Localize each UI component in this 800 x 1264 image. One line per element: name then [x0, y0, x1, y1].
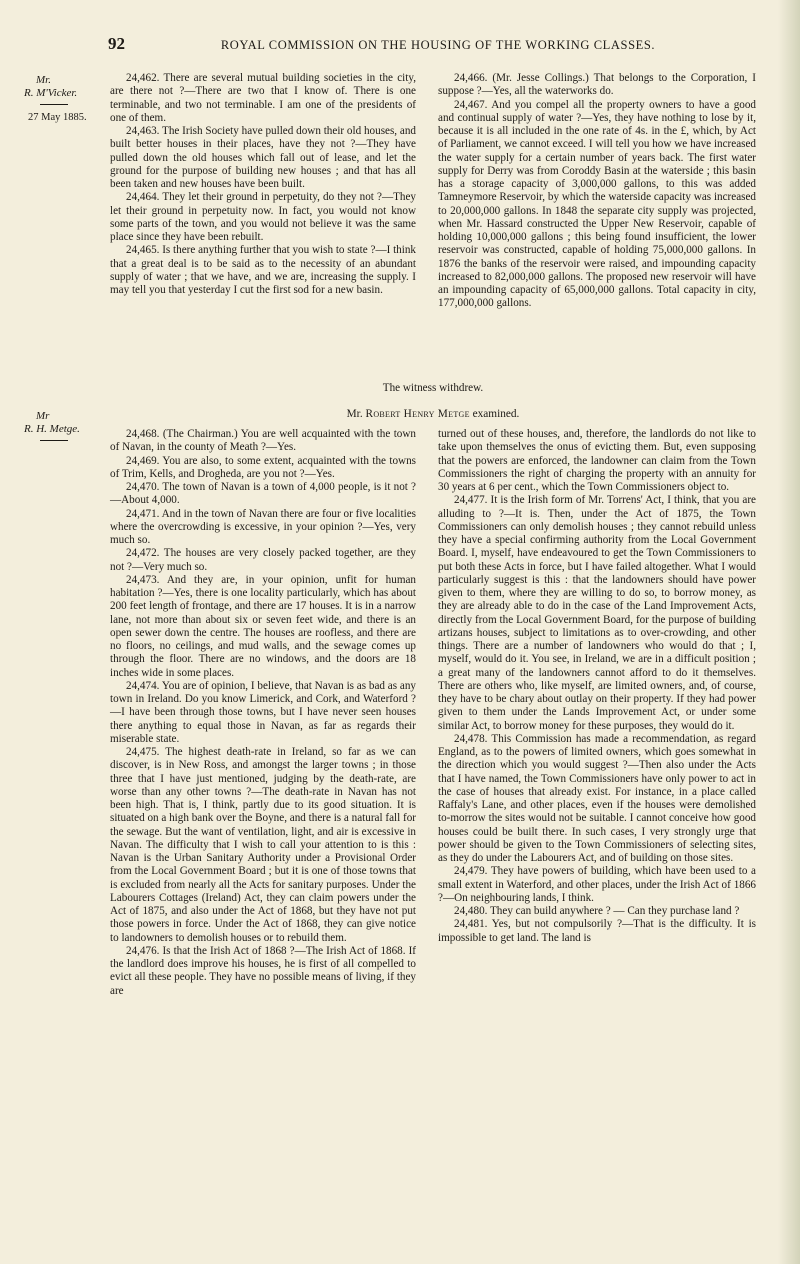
- running-title: ROYAL COMMISSION ON THE HOUSING OF THE WORKING CLASSES.: [220, 38, 656, 52]
- section-a-right-column: [438, 72, 756, 311]
- paragraph: 24,463. The Irish Society have pulled down their old houses, and built better houses in their places, have they not ?—They have pulled down the old houses which fall out of lease, and let the ground for the purpose of building new houses ; and that has all been taken and new houses have been built.: [110, 125, 416, 190]
- paragraph: 24,473. And they are, in your opinion, unfit for human habitation ?—Yes, there is one locality particularly, which has about 200 feet length of frontage, and there are 17 houses. It is in a narrow lane, not more than about six or seven feet wide, and there is an open sewer down the centre. The houses are roofless, and there are no floors, no ceilings, and mud walls, and the sewage comes up through the floor. There are no windows, and the doors are 18 inches wide in some places.: [110, 573, 416, 679]
- page-number: 92: [108, 34, 125, 53]
- margin-witness-2-title: Mr: [36, 410, 50, 422]
- paragraph: 24,475. The highest death-rate in Ireland, so far as we can discover, is in New Ross, and amongst the larger towns ; in those three that I have just mentioned, judging by the death-rate, are worse than any other towns ?—The death-rate in Navan has not been high. That is, I think, partly due to its good situation. It is situated on a high bank over the Boyne, and there is a natural fall for the sewage. But the want of ventilation, light, and air is excessive in Navan. The difficulty that I wish to call your attention to is this : Navan is the Urban Sanitary Authority under a Provisional Order from the Local Government Board ; but it is one of those towns that is excluded from nearly all the Acts for sanitary purposes. Under the Labourers Cottages (Ireland) Act, they can claim powers under the Act of 1875, and also under the Act of 1868, but they have not put those powers in force. Under the Act of 1868, they can give notice to landowners to demolish houses or to rebuild them.: [110, 746, 416, 944]
- paragraph: 24,462. There are several mutual building societies in the city, are there not ?—There are two that I know of. There is one terminable, and two not terminable. I am one of the presidents of one of them.: [110, 72, 416, 124]
- margin-date: 27 May 1885.: [28, 112, 87, 123]
- paragraph: 24,464. They let their ground in perpetuity, do they not ?—They let their ground in perpetuity now. In fact, you would not know some parts of the town, and you would not believe it was the same place since they have been rebuilt.: [110, 191, 416, 243]
- paragraph: 24,477. It is the Irish form of Mr. Torrens' Act, I think, that you are alluding to ?—It is. Then, under the Act of 1875, the Town Commissioners can only demolish houses ; they cannot rebuild unless they have a special confirming authority from the Local Government Board. I, myself, have endeavoured to get the Town Commissioners to put both these Acts in force, but I have failed altogether. What I would particularly suggest is this : that the landowners should have power given to them, where they are willing to do so, to borrow money, as they are already able to do in the case of the Land Improvement Acts, directly from the Local Government Board, for the purpose of building artizans houses, subject to limitations as to over-crowding, and other things. There are a number of landowners who would do that ; I, myself, would do it. You see, in Ireland, we are in a difficult position ; a great many of the landowners cannot afford to do it themselves. There are others who, like myself, are limited owners, and, of course, they have to be chary about outlay on their property. If they had power given to them under the Lands Improvement Act, or under some similar Act, to borrow money for these purposes, they would do it.: [438, 494, 756, 732]
- paragraph: 24,467. And you compel all the property owners to have a good and continual supply of water ?—Yes, they have nothing to lose by it, because it is all included in the one rate of 4s. in the £, which, by Act of Parliament, we cannot exceed. I will tell you how we have increased the water supply for a certain number of years back. The first water supply for Derry was from Coroddy Basin at the waterside ; this basin has a storage capacity of 3,000,000 gallons, to this was added Tamneymore Reservoir, by which the waterside capacity was increased to 20,000,000 gallons. In 1848 the separate city supply was projected, when Mr. Hassard constructed the Upper New Reservoir, capable of holding 10,000,000 gallons ; this being found insufficient, the lower reservoir was constructed, capable of holding 75,000,000 gallons. In 1876 the banks of the reservoir were raised, and impounding capacity increased to 82,000,000 gallons. The proposed new reservoir will have an impounding capacity of 65,000,000 gallons. Total capacity in city, 177,000,000 gallons.: [438, 98, 756, 310]
- margin-rule: [40, 440, 68, 441]
- paragraph: 24,479. They have powers of building, which have been used to a small extent in Waterford, and other places, under the Irish Act of 1866 ?—On neighbouring lands, I think.: [438, 865, 756, 904]
- paragraph: 24,470. The town of Navan is a town of 4,000 people, is it not ?—About 4,000.: [110, 481, 416, 507]
- paragraph: 24,466. (Mr. Jesse Collings.) That belongs to the Corporation, I suppose ?—Yes, all the waterworks do.: [438, 72, 756, 98]
- paragraph: 24,465. Is there anything further that you wish to state ?—I think that a great deal is to be said as to the necessity of an abundant supply of water ; that we have, and we are, increasing the supply. I may tell you that yesterday I cut the first sod for a new basin.: [110, 244, 416, 296]
- paragraph: 24,481. Yes, but not compulsorily ?—That is the difficulty. It is impossible to get land. The land is: [438, 918, 756, 944]
- paragraph: 24,480. They can build anywhere ? — Can they purchase land ?: [454, 905, 740, 917]
- witness-withdrew-line: The witness withdrew.: [382, 382, 484, 394]
- examined-prefix: Mr.: [346, 408, 366, 420]
- section-a-left-column: [110, 72, 416, 297]
- margin-witness-1-title: Mr.: [36, 74, 51, 86]
- margin-rule: [40, 104, 68, 105]
- section-b-right-column: [438, 428, 756, 945]
- page-edge-shadow: [778, 0, 800, 1264]
- paragraph: 24,472. The houses are very closely packed together, are they not ?—Very much so.: [110, 547, 416, 573]
- paragraph: 24,469. You are also, to some extent, acquainted with the towns of Trim, Kells, and Drogheda, are you not ?—Yes.: [110, 454, 416, 480]
- margin-witness-1-name: R. M'Vicker.: [24, 87, 78, 99]
- paragraph-continuation: turned out of these houses, and, therefore, the landlords do not like to take upon themselves the onus of evicting them. But, even supposing that the powers are enforced, the landowner can claim from the Town Commissioners the right of charging the property with an annuity for 30 years at 6 per cent., which the Town Commissioners object to.: [438, 428, 756, 493]
- page-header: [108, 34, 768, 54]
- witness-examined-heading: [110, 408, 756, 420]
- margin-witness-2-name: R. H. Metge.: [24, 423, 80, 435]
- section-b-left-column: [110, 428, 416, 998]
- paragraph: 24,478. This Commission has made a recommendation, as regard England, as to the powers of limited owners, which goes somewhat in the direction which you would suggest ?—Then also under the Acts that I have named, the Town Commissioners have only power to act in the case of houses that already exist. For instance, in a place called Raffaly's Lane, and other places, even if the houses were demolished to-morrow the sites would not be suitable. I cannot conceive how good houses could be built there. In such cases, I very strongly urge that power should be given to the Town Commissioners of selecting sites, as they do under the Labourers Act, and of building on those sites.: [438, 732, 756, 864]
- examined-suffix: examined.: [469, 408, 520, 420]
- witness-name: Robert Henry Metge: [365, 408, 470, 420]
- paragraph: 24,471. And in the town of Navan there are four or five localities where the overcrowding is excessive, in your opinion ?—Yes, very much so.: [110, 507, 416, 546]
- paragraph: 24,474. You are of opinion, I believe, that Navan is as bad as any town in Ireland. Do you know Limerick, and Cork, and Waterford ?—I have been through those towns, but I have never seen houses there anything to equal those in Navan, as far as regards their miserable state.: [110, 679, 416, 745]
- paragraph: 24,476. Is that the Irish Act of 1868 ?—The Irish Act of 1868. If the landlord does improve his houses, he is first of all compelled to evict all these people. They have no possible means of living, if they are: [110, 944, 416, 997]
- paragraph: 24,468. (The Chairman.) You are well acquainted with the town of Navan, in the county of Meath ?—Yes.: [110, 428, 416, 454]
